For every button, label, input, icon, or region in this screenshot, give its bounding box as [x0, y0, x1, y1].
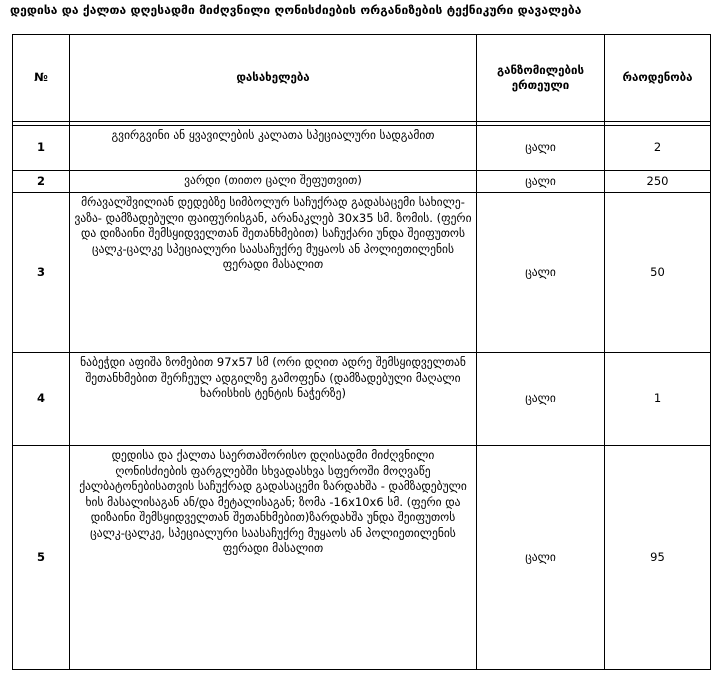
technical-task-table [12, 34, 711, 670]
row-quantity: 95 [605, 446, 711, 670]
header-name: დასახელება [70, 35, 477, 122]
row-quantity: 250 [605, 171, 711, 193]
row-name: ვარდი (თითო ცალი შეფუთვით) [70, 171, 477, 193]
document-title: დედისა და ქალთა დღესადმი მიძღვნილი ღონისძიების ორგანიზების ტექნიკური დავალება [10, 3, 582, 17]
table-row [13, 353, 711, 446]
row-name: მრავალშვილიან დედებზე სიმბოლურ საჩუქრად გადასაცემი სახილე-ვაზა- დამზადებული ფაიფურისგან, არანაკლებ 30x35 სმ. ზომის. (ფერი და დიზაინი შემსყიდველთან შეთანხმებით) საჩუქარი უნდა შეიფუთოს ცალკ-ცალკე სპეციალური საასაჩუქრე მუყაოს ან პოლიეთილენის ფერადი მასალით [70, 193, 477, 353]
row-unit: ცალი [477, 446, 605, 670]
header-quantity: რაოდენობა [605, 35, 711, 122]
row-unit: ცალი [477, 353, 605, 446]
table-row [13, 446, 711, 670]
row-number: 2 [13, 171, 70, 193]
table-header-row [13, 35, 711, 122]
row-name: დედისა და ქალთა საერთაშორისო დღისადმი მიძღვნილი ღონისძიების ფარგლებში სხვადასხვა სფეროში მოღვაწე ქალბატონებისათვის საჩუქრად გადასაცემი ზარდახშა - დამზადებული ხის მასალისაგან ან/და მეტალისაგან; ზომა -16x10x6 სმ. (ფერი და დიზაინი შემსყიდველთან შეთანხმებით)ზარდახშა უნდა შეიფუთოს ცალკ-ცალკე, სპეციალური საასაჩუქრე მუყაოს ან პოლიეთილენის ფერადი მასალით [70, 446, 477, 670]
row-unit: ცალი [477, 193, 605, 353]
row-unit: ცალი [477, 126, 605, 171]
row-quantity: 2 [605, 126, 711, 171]
header-unit: განზომილების ერთეული [477, 35, 605, 122]
table-row [13, 171, 711, 193]
row-name: ნაბეჭდი აფიშა ზომებით 97x57 სმ (ორი დღით ადრე შემსყიდველთან შეთანხმებით შერჩეულ ადგილზე გამოფენა (დამზადებული მაღალი ხარისხის ტენტის ნაჭერზე) [70, 353, 477, 446]
table-row [13, 126, 711, 171]
row-number: 4 [13, 353, 70, 446]
row-number: 3 [13, 193, 70, 353]
row-number: 1 [13, 126, 70, 171]
header-number: № [13, 35, 70, 122]
row-quantity: 50 [605, 193, 711, 353]
row-name: გვირგვინი ან ყვავილების კალათა სპეციალური სადგამით [70, 126, 477, 171]
row-unit: ცალი [477, 171, 605, 193]
row-number: 5 [13, 446, 70, 670]
table-row [13, 193, 711, 353]
row-quantity: 1 [605, 353, 711, 446]
